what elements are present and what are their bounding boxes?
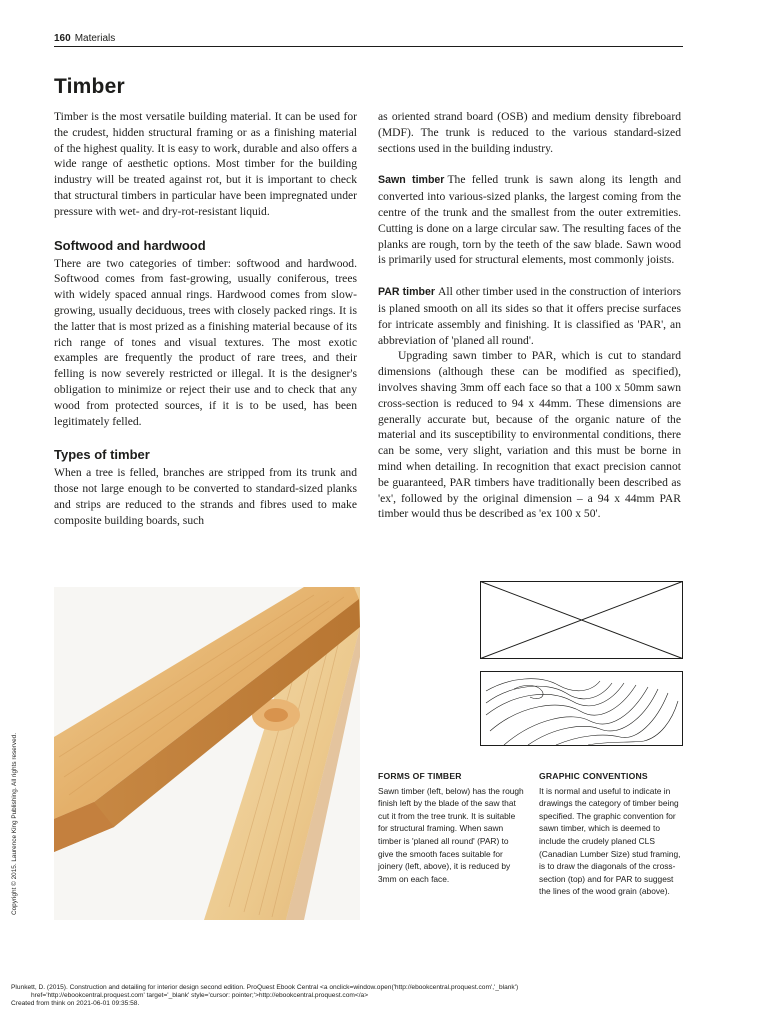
sawn-timber-text: The felled trunk is sawn along its length and converted into various-sized planks, the largest coming from the centre of the trunk and the smallest from the outer extremities. Cutting is done on a large circular saw. The resulting faces of the planks are rough, torn by the teeth of the saw blade. Sawn wood is primarily used for structural elements, most commonly joists. (378, 173, 681, 267)
page-number: 160 (54, 33, 71, 44)
citation-footer (11, 984, 741, 1008)
types-paragraph: When a tree is felled, branches are stripped from its trunk and those not large enough to be converted to standard-sized planks and strips are reduced to the strands and fibres used to make composite building boards, such (54, 466, 357, 527)
copyright-notice: Copyright © 2015. Laurence King Publishing. All rights reserved. (11, 733, 18, 915)
citation-created: Created from think on 2021-06-01 09:35:58. (11, 1000, 140, 1007)
sawn-timber-label: Sawn timber (378, 174, 445, 187)
heading-softwood-hardwood: Softwood and hardwood (54, 237, 206, 253)
par-timber-text: All other timber used in the construction of interiors is planed smooth on all its sides so that it offers precise surfaces for intricate assembly and finishing. It is classified as 'PAR', an abbreviation of 'planed all round'. (378, 285, 681, 347)
par-timber-diagram (480, 671, 683, 746)
section-name: Materials (74, 33, 116, 44)
upgrading-paragraph: Upgrading sawn timber to PAR, which is cut to standard dimensions (although these can be modified as specified), involves shaving 3mm off each face so that a 100 x 50mm sawn cross-section is reduced to 94 x 44mm. These dimensions are generally accurate but, because of the organic nature of the material and its susceptibility to environmental conditions, there can be some, very slight, variation and this must be borne in mind when detailing. In recognition that exact precision cannot be guaranteed, PAR timbers have traditionally been described as 'ex', followed by the original dimension – a 94 x 44mm PAR timber would thus be described as 'ex 100 x 50'. (378, 349, 681, 521)
continuation-paragraph: as oriented strand board (OSB) and medium density fibreboard (MDF). The trunk is reduced to the various standard-sized sections used in the building industry. (378, 110, 681, 155)
par-timber-label: PAR timber (378, 286, 436, 299)
page-title: Timber (54, 75, 125, 98)
par-cross-section-outline (481, 672, 683, 746)
left-column (54, 109, 357, 529)
caption-forms-text: Sawn timber (left, below) has the rough finish left by the blade of the saw that cut it from the tree trunk. It is suitable for structural framing. When sawn timber is 'planed all round' (PAR) to give the smooth faces suitable for joinery (left, above), it is reduced by 3mm on each face. (378, 785, 524, 884)
sawn-timber-diagram (480, 581, 683, 659)
par-timber-paragraph (378, 284, 681, 348)
running-head (54, 33, 115, 44)
caption-graphic-title: GRAPHIC CONVENTIONS (539, 771, 648, 781)
timber-planks-photo (54, 587, 360, 920)
caption-forms-of-timber (378, 770, 524, 885)
caption-graphic-text: It is normal and useful to indicate in drawings the category of timber being specified. The graphic convention for sawn timber, which is deemed to include the crudely planed CLS (Canadian Lumber Size) stud framing, is to draw the diagonals of the cross-section (top) and for PAR to suggest the lines of the wood grain (above). (539, 785, 681, 897)
timber-planks-illustration (54, 587, 360, 920)
intro-paragraph: Timber is the most versatile building material. It can be used for the crudest, hidden structural framing or as a finishing material of the highest quality. It is easy to work, durable and also offers a wide range of aesthetic options. Most timber for the building industry will be treated against rot, but it is important to check that structural timbers in particular have been impregnated under pressure with wet- and dry-rot-resistant liquid. (54, 110, 357, 218)
sawn-timber-paragraph (378, 172, 681, 268)
header-rule (54, 46, 683, 47)
citation-line-2: href='http://ebookcentral.proquest.com' target='_blank' style='cursor: pointer;'>http://ebookcentral.proquest.com</a> (31, 992, 369, 999)
caption-forms-title: FORMS OF TIMBER (378, 771, 462, 781)
right-column (378, 109, 681, 522)
citation-line-1: Plunkett, D. (2015). Construction and detailing for interior design second edition. ProQuest Ebook Central <a onclick=window.open('http://ebookcentral.proquest.com','_blank') (11, 984, 519, 991)
wood-grain-lines (486, 679, 678, 745)
heading-types-of-timber: Types of timber (54, 447, 150, 463)
softwood-paragraph: There are two categories of timber: softwood and hardwood. Softwood comes from fast-growing, usually coniferous, trees with widely spaced annual rings. Hardwood comes from slow-growing, usually deciduous, trees with closely packed rings. It is the latter that is most prized as a finishing material because of its rich range of tones and visual textures. The most exotic examples are frequently the product of rare trees, and their felling is now severely restricted or illegal. It is the designer's obligation to minimize or reject their use and to check that any wood from protected sources, if it is to be used, has been legitimately felled. (54, 256, 357, 428)
caption-graphic-conventions (539, 770, 683, 898)
